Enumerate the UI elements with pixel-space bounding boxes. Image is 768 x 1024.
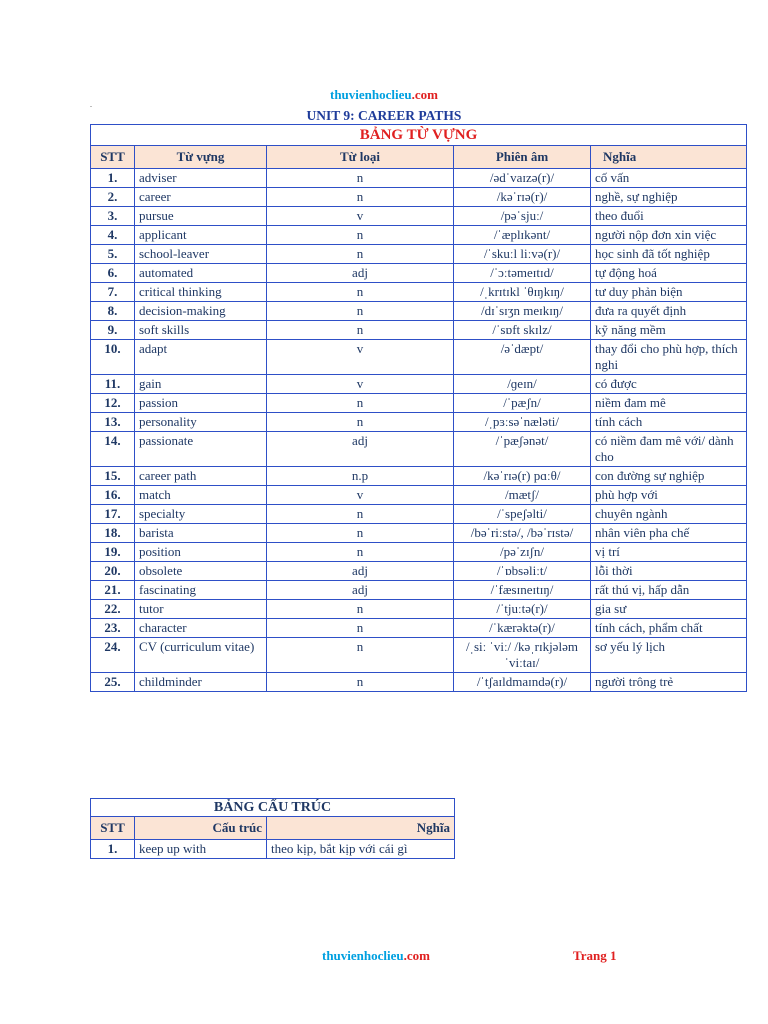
col-structure: Cấu trúc xyxy=(135,817,267,840)
row-meaning: gia sư xyxy=(591,600,747,619)
row-meaning: học sinh đã tốt nghiệp xyxy=(591,245,747,264)
row-word: critical thinking xyxy=(135,283,267,302)
table-row xyxy=(91,207,747,226)
table-row xyxy=(91,188,747,207)
row-meaning: nhân viên pha chế xyxy=(591,524,747,543)
stray-dot: . xyxy=(90,100,92,109)
row-number: 24. xyxy=(91,638,135,673)
row-meaning: có được xyxy=(591,375,747,394)
col-stt: STT xyxy=(91,817,135,840)
table-row xyxy=(91,840,455,859)
row-type: adj xyxy=(267,432,454,467)
row-phonetic: /mætʃ/ xyxy=(454,486,591,505)
row-number: 2. xyxy=(91,188,135,207)
row-type: n xyxy=(267,188,454,207)
row-number: 13. xyxy=(91,413,135,432)
row-number: 1. xyxy=(91,169,135,188)
table-row xyxy=(91,619,747,638)
col-meaning: Nghĩa xyxy=(591,146,747,169)
row-meaning: niềm đam mê xyxy=(591,394,747,413)
table-row xyxy=(91,524,747,543)
page-number: Trang 1 xyxy=(573,948,617,963)
row-phonetic: /ˈfæsɪneɪtɪŋ/ xyxy=(454,581,591,600)
site-domain: .com xyxy=(411,87,438,102)
row-word: automated xyxy=(135,264,267,283)
row-phonetic: /ˌpɜːsəˈnæləti/ xyxy=(454,413,591,432)
row-meaning: người nộp đơn xin việc xyxy=(591,226,747,245)
table-row xyxy=(91,226,747,245)
row-number: 1. xyxy=(91,840,135,859)
row-number: 17. xyxy=(91,505,135,524)
row-type: n xyxy=(267,638,454,673)
row-number: 18. xyxy=(91,524,135,543)
row-type: adj xyxy=(267,562,454,581)
row-meaning: tự động hoá xyxy=(591,264,747,283)
row-word: adviser xyxy=(135,169,267,188)
row-meaning: vị trí xyxy=(591,543,747,562)
row-phonetic: /ˈtjuːtə(r)/ xyxy=(454,600,591,619)
row-type: v xyxy=(267,375,454,394)
row-word: tutor xyxy=(135,600,267,619)
table-row xyxy=(91,394,747,413)
struct-table-title: BẢNG CẤU TRÚC xyxy=(91,799,455,817)
row-phonetic: /əˈdæpt/ xyxy=(454,340,591,375)
row-number: 7. xyxy=(91,283,135,302)
row-type: n.p xyxy=(267,467,454,486)
footer-site-name: thuvienhoclieu xyxy=(322,948,404,963)
vocab-header-row xyxy=(91,146,747,169)
row-number: 12. xyxy=(91,394,135,413)
col-stt: STT xyxy=(91,146,135,169)
row-type: n xyxy=(267,283,454,302)
row-number: 25. xyxy=(91,673,135,692)
table-row xyxy=(91,245,747,264)
row-word: career path xyxy=(135,467,267,486)
col-meaning: Nghĩa xyxy=(267,817,455,840)
row-type: v xyxy=(267,486,454,505)
row-type: n xyxy=(267,505,454,524)
row-phonetic: /ɡeɪn/ xyxy=(454,375,591,394)
row-type: adj xyxy=(267,581,454,600)
row-type: n xyxy=(267,600,454,619)
row-phonetic: /ˈɒbsəliːt/ xyxy=(454,562,591,581)
row-number: 8. xyxy=(91,302,135,321)
row-meaning: tính cách xyxy=(591,413,747,432)
row-word: obsolete xyxy=(135,562,267,581)
table-row xyxy=(91,413,747,432)
row-phonetic: /ˈæplɪkənt/ xyxy=(454,226,591,245)
row-number: 6. xyxy=(91,264,135,283)
row-meaning: chuyên ngành xyxy=(591,505,747,524)
row-type: n xyxy=(267,673,454,692)
row-type: n xyxy=(267,524,454,543)
row-phonetic: /dɪˈsɪʒn meɪkɪŋ/ xyxy=(454,302,591,321)
unit-title: UNIT 9: CAREER PATHS xyxy=(306,108,462,123)
row-type: n xyxy=(267,413,454,432)
row-number: 21. xyxy=(91,581,135,600)
table-row xyxy=(91,283,747,302)
row-type: n xyxy=(267,226,454,245)
row-meaning: kỹ năng mềm xyxy=(591,321,747,340)
row-phonetic: /ˈɔːtəmeɪtɪd/ xyxy=(454,264,591,283)
row-meaning: rất thú vị, hấp dẫn xyxy=(591,581,747,600)
row-type: n xyxy=(267,394,454,413)
row-structure: keep up with xyxy=(135,840,267,859)
row-phonetic: /kəˈrɪə(r)/ xyxy=(454,188,591,207)
table-row xyxy=(91,432,747,467)
table-row xyxy=(91,486,747,505)
row-number: 15. xyxy=(91,467,135,486)
row-phonetic: /ˈtʃaɪldmaɪndə(r)/ xyxy=(454,673,591,692)
row-word: decision-making xyxy=(135,302,267,321)
row-phonetic: /ˈsɒft skɪlz/ xyxy=(454,321,591,340)
row-word: childminder xyxy=(135,673,267,692)
row-number: 11. xyxy=(91,375,135,394)
row-type: adj xyxy=(267,264,454,283)
row-type: n xyxy=(267,543,454,562)
row-meaning: theo kịp, bắt kịp với cái gì xyxy=(267,840,455,859)
row-word: school-leaver xyxy=(135,245,267,264)
row-word: character xyxy=(135,619,267,638)
table-row xyxy=(91,321,747,340)
footer-site xyxy=(322,948,430,964)
row-meaning: có niềm đam mê với/ dành cho xyxy=(591,432,747,467)
row-phonetic: /ˌsiː ˈviː/ /kəˌrɪkjələm ˈviːtaɪ/ xyxy=(454,638,591,673)
row-number: 4. xyxy=(91,226,135,245)
table-row xyxy=(91,673,747,692)
row-number: 14. xyxy=(91,432,135,467)
vocab-table-title: BẢNG TỪ VỰNG xyxy=(91,125,747,146)
row-type: n xyxy=(267,302,454,321)
row-word: match xyxy=(135,486,267,505)
row-meaning: theo đuổi xyxy=(591,207,747,226)
row-type: n xyxy=(267,321,454,340)
struct-header-row xyxy=(91,817,455,840)
table-row xyxy=(91,562,747,581)
row-word: fascinating xyxy=(135,581,267,600)
row-number: 22. xyxy=(91,600,135,619)
site-name: thuvienhoclieu xyxy=(330,87,412,102)
table-row xyxy=(91,340,747,375)
row-number: 3. xyxy=(91,207,135,226)
row-number: 5. xyxy=(91,245,135,264)
table-row xyxy=(91,264,747,283)
row-word: gain xyxy=(135,375,267,394)
row-type: v xyxy=(267,340,454,375)
row-meaning: tư duy phản biện xyxy=(591,283,747,302)
row-type: v xyxy=(267,207,454,226)
row-word: personality xyxy=(135,413,267,432)
row-word: passion xyxy=(135,394,267,413)
row-meaning: thay đổi cho phù hợp, thích nghi xyxy=(591,340,747,375)
table-row xyxy=(91,581,747,600)
row-word: specialty xyxy=(135,505,267,524)
row-number: 10. xyxy=(91,340,135,375)
row-meaning: người trông trẻ xyxy=(591,673,747,692)
row-word: career xyxy=(135,188,267,207)
row-phonetic: /pəˈzɪʃn/ xyxy=(454,543,591,562)
row-phonetic: /ˈspeʃəlti/ xyxy=(454,505,591,524)
col-type: Từ loại xyxy=(267,146,454,169)
row-meaning: con đường sự nghiệp xyxy=(591,467,747,486)
row-phonetic: /ˈskuːl liːvə(r)/ xyxy=(454,245,591,264)
row-number: 19. xyxy=(91,543,135,562)
table-row xyxy=(91,169,747,188)
row-word: position xyxy=(135,543,267,562)
row-meaning: sơ yếu lý lịch xyxy=(591,638,747,673)
row-word: applicant xyxy=(135,226,267,245)
site-header xyxy=(0,87,768,103)
row-meaning: cố vấn xyxy=(591,169,747,188)
row-word: CV (curriculum vitae) xyxy=(135,638,267,673)
row-phonetic: /ˈpæʃənət/ xyxy=(454,432,591,467)
row-number: 20. xyxy=(91,562,135,581)
table-row xyxy=(91,467,747,486)
table-row xyxy=(91,638,747,673)
row-word: adapt xyxy=(135,340,267,375)
row-word: pursue xyxy=(135,207,267,226)
table-row xyxy=(91,302,747,321)
row-type: n xyxy=(267,169,454,188)
row-meaning: nghề, sự nghiệp xyxy=(591,188,747,207)
row-number: 23. xyxy=(91,619,135,638)
row-type: n xyxy=(267,619,454,638)
row-word: soft skills xyxy=(135,321,267,340)
structure-table xyxy=(90,798,455,859)
row-number: 9. xyxy=(91,321,135,340)
row-type: n xyxy=(267,245,454,264)
row-phonetic: /ˌkrɪtɪkl ˈθɪŋkɪŋ/ xyxy=(454,283,591,302)
row-phonetic: /ˈkærəktə(r)/ xyxy=(454,619,591,638)
row-phonetic: /kəˈrɪə(r) pɑːθ/ xyxy=(454,467,591,486)
footer-site-domain: .com xyxy=(403,948,430,963)
row-meaning: phù hợp với xyxy=(591,486,747,505)
table-row xyxy=(91,505,747,524)
row-phonetic: /ədˈvaɪzə(r)/ xyxy=(454,169,591,188)
row-meaning: lỗi thời xyxy=(591,562,747,581)
row-phonetic: /pəˈsjuː/ xyxy=(454,207,591,226)
row-word: passionate xyxy=(135,432,267,467)
row-word: barista xyxy=(135,524,267,543)
table-row xyxy=(91,543,747,562)
row-number: 16. xyxy=(91,486,135,505)
row-phonetic: /ˈpæʃn/ xyxy=(454,394,591,413)
row-phonetic: /bəˈriːstə/, /bəˈrɪstə/ xyxy=(454,524,591,543)
col-word: Từ vựng xyxy=(135,146,267,169)
row-meaning: tính cách, phẩm chất xyxy=(591,619,747,638)
table-row xyxy=(91,600,747,619)
col-phonetic: Phiên âm xyxy=(454,146,591,169)
table-row xyxy=(91,375,747,394)
vocabulary-table xyxy=(90,124,747,692)
row-meaning: đưa ra quyết định xyxy=(591,302,747,321)
